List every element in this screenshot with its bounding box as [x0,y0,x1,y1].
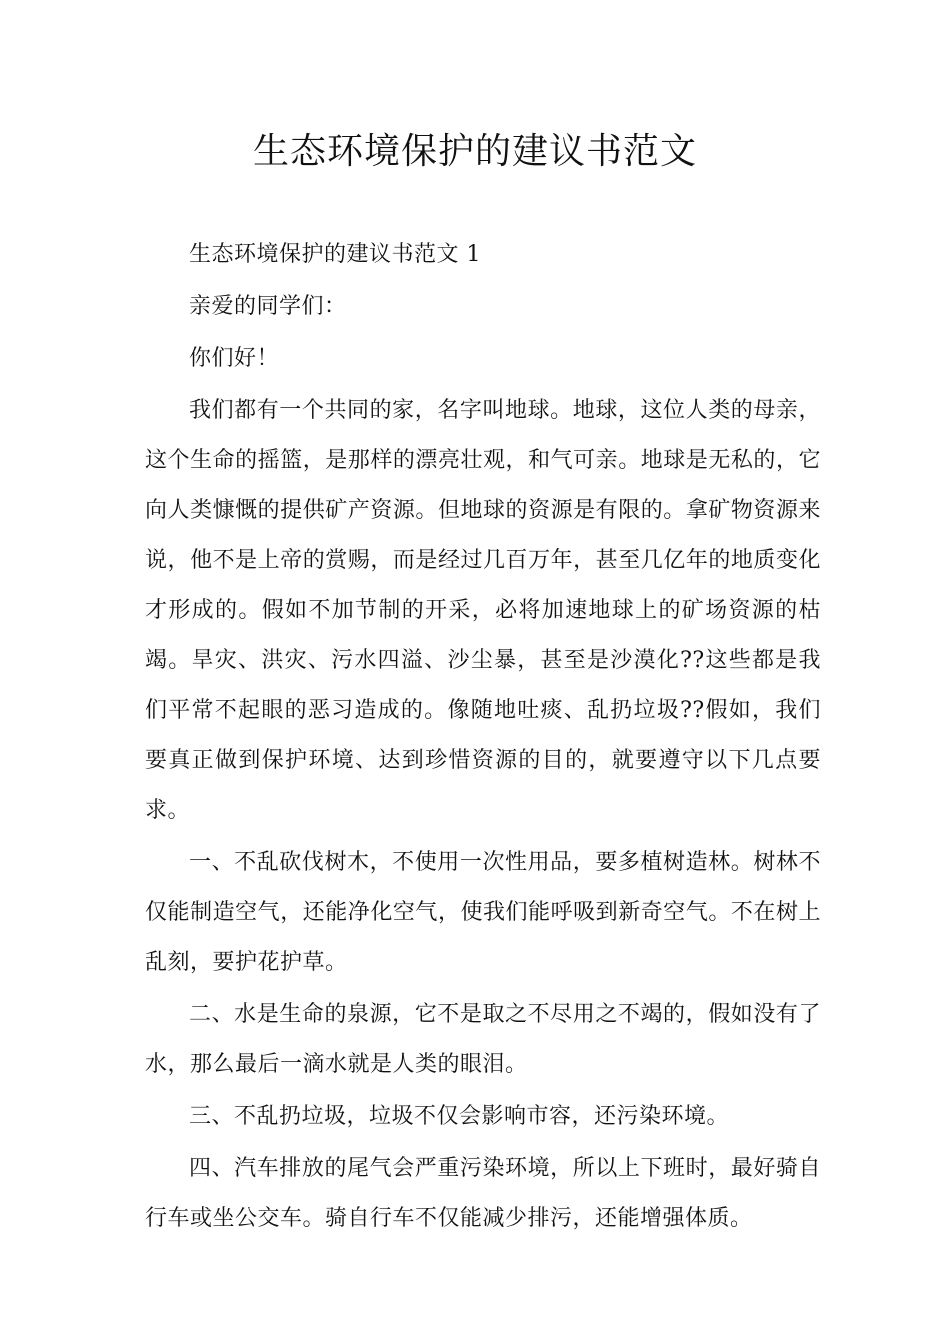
paragraph-intro: 我们都有一个共同的家，名字叫地球。地球，这位人类的母亲，这个生命的摇篮，是那样的漂亮壮观，和气可亲。地球是无私的，它向人类慷慨的提供矿产资源。但地球的资源是有限的。拿矿物资源来说，他不是上帝的赏赐，而是经过几百万年，甚至几亿年的地质变化才形成的。假如不加节制的开采，必将加速地球上的矿场资源的枯竭。旱灾、洪灾、污水四溢、沙尘暴，甚至是沙漠化??这些都是我们平常不起眼的恶习造成的。像随地吐痰、乱扔垃圾??假如，我们要真正做到保护环境、达到珍惜资源的目的，就要遵守以下几点要求。 [145,398,821,823]
paragraph-greeting: 你们好！ [189,346,280,371]
paragraph-point-2: 二、水是生命的泉源，它不是取之不尽用之不竭的，假如没有了水，那么最后一滴水就是人类的眼泪。 [145,1002,821,1077]
paragraph-point-3: 三、不乱扔垃圾，垃圾不仅会影响市容，还污染环境。 [189,1104,730,1129]
document-body [145,230,821,1246]
paragraph-point-4: 四、汽车排放的尾气会严重污染环境，所以上下班时，最好骑自行车或坐公交车。骑自行车不仅能减少排污，还能增强体质。 [145,1156,821,1231]
paragraph-heading: 生态环境保护的建议书范文 1 [189,242,481,267]
paragraph-salutation: 亲爱的同学们： [189,294,347,319]
document-title: 生态环境保护的建议书范文 [252,131,697,172]
paragraph-point-1: 一、不乱砍伐树木，不使用一次性用品，要多植树造林。树林不仅能制造空气，还能净化空气，使我们能呼吸到新奇空气。不在树上乱刻，要护花护草。 [145,850,821,975]
